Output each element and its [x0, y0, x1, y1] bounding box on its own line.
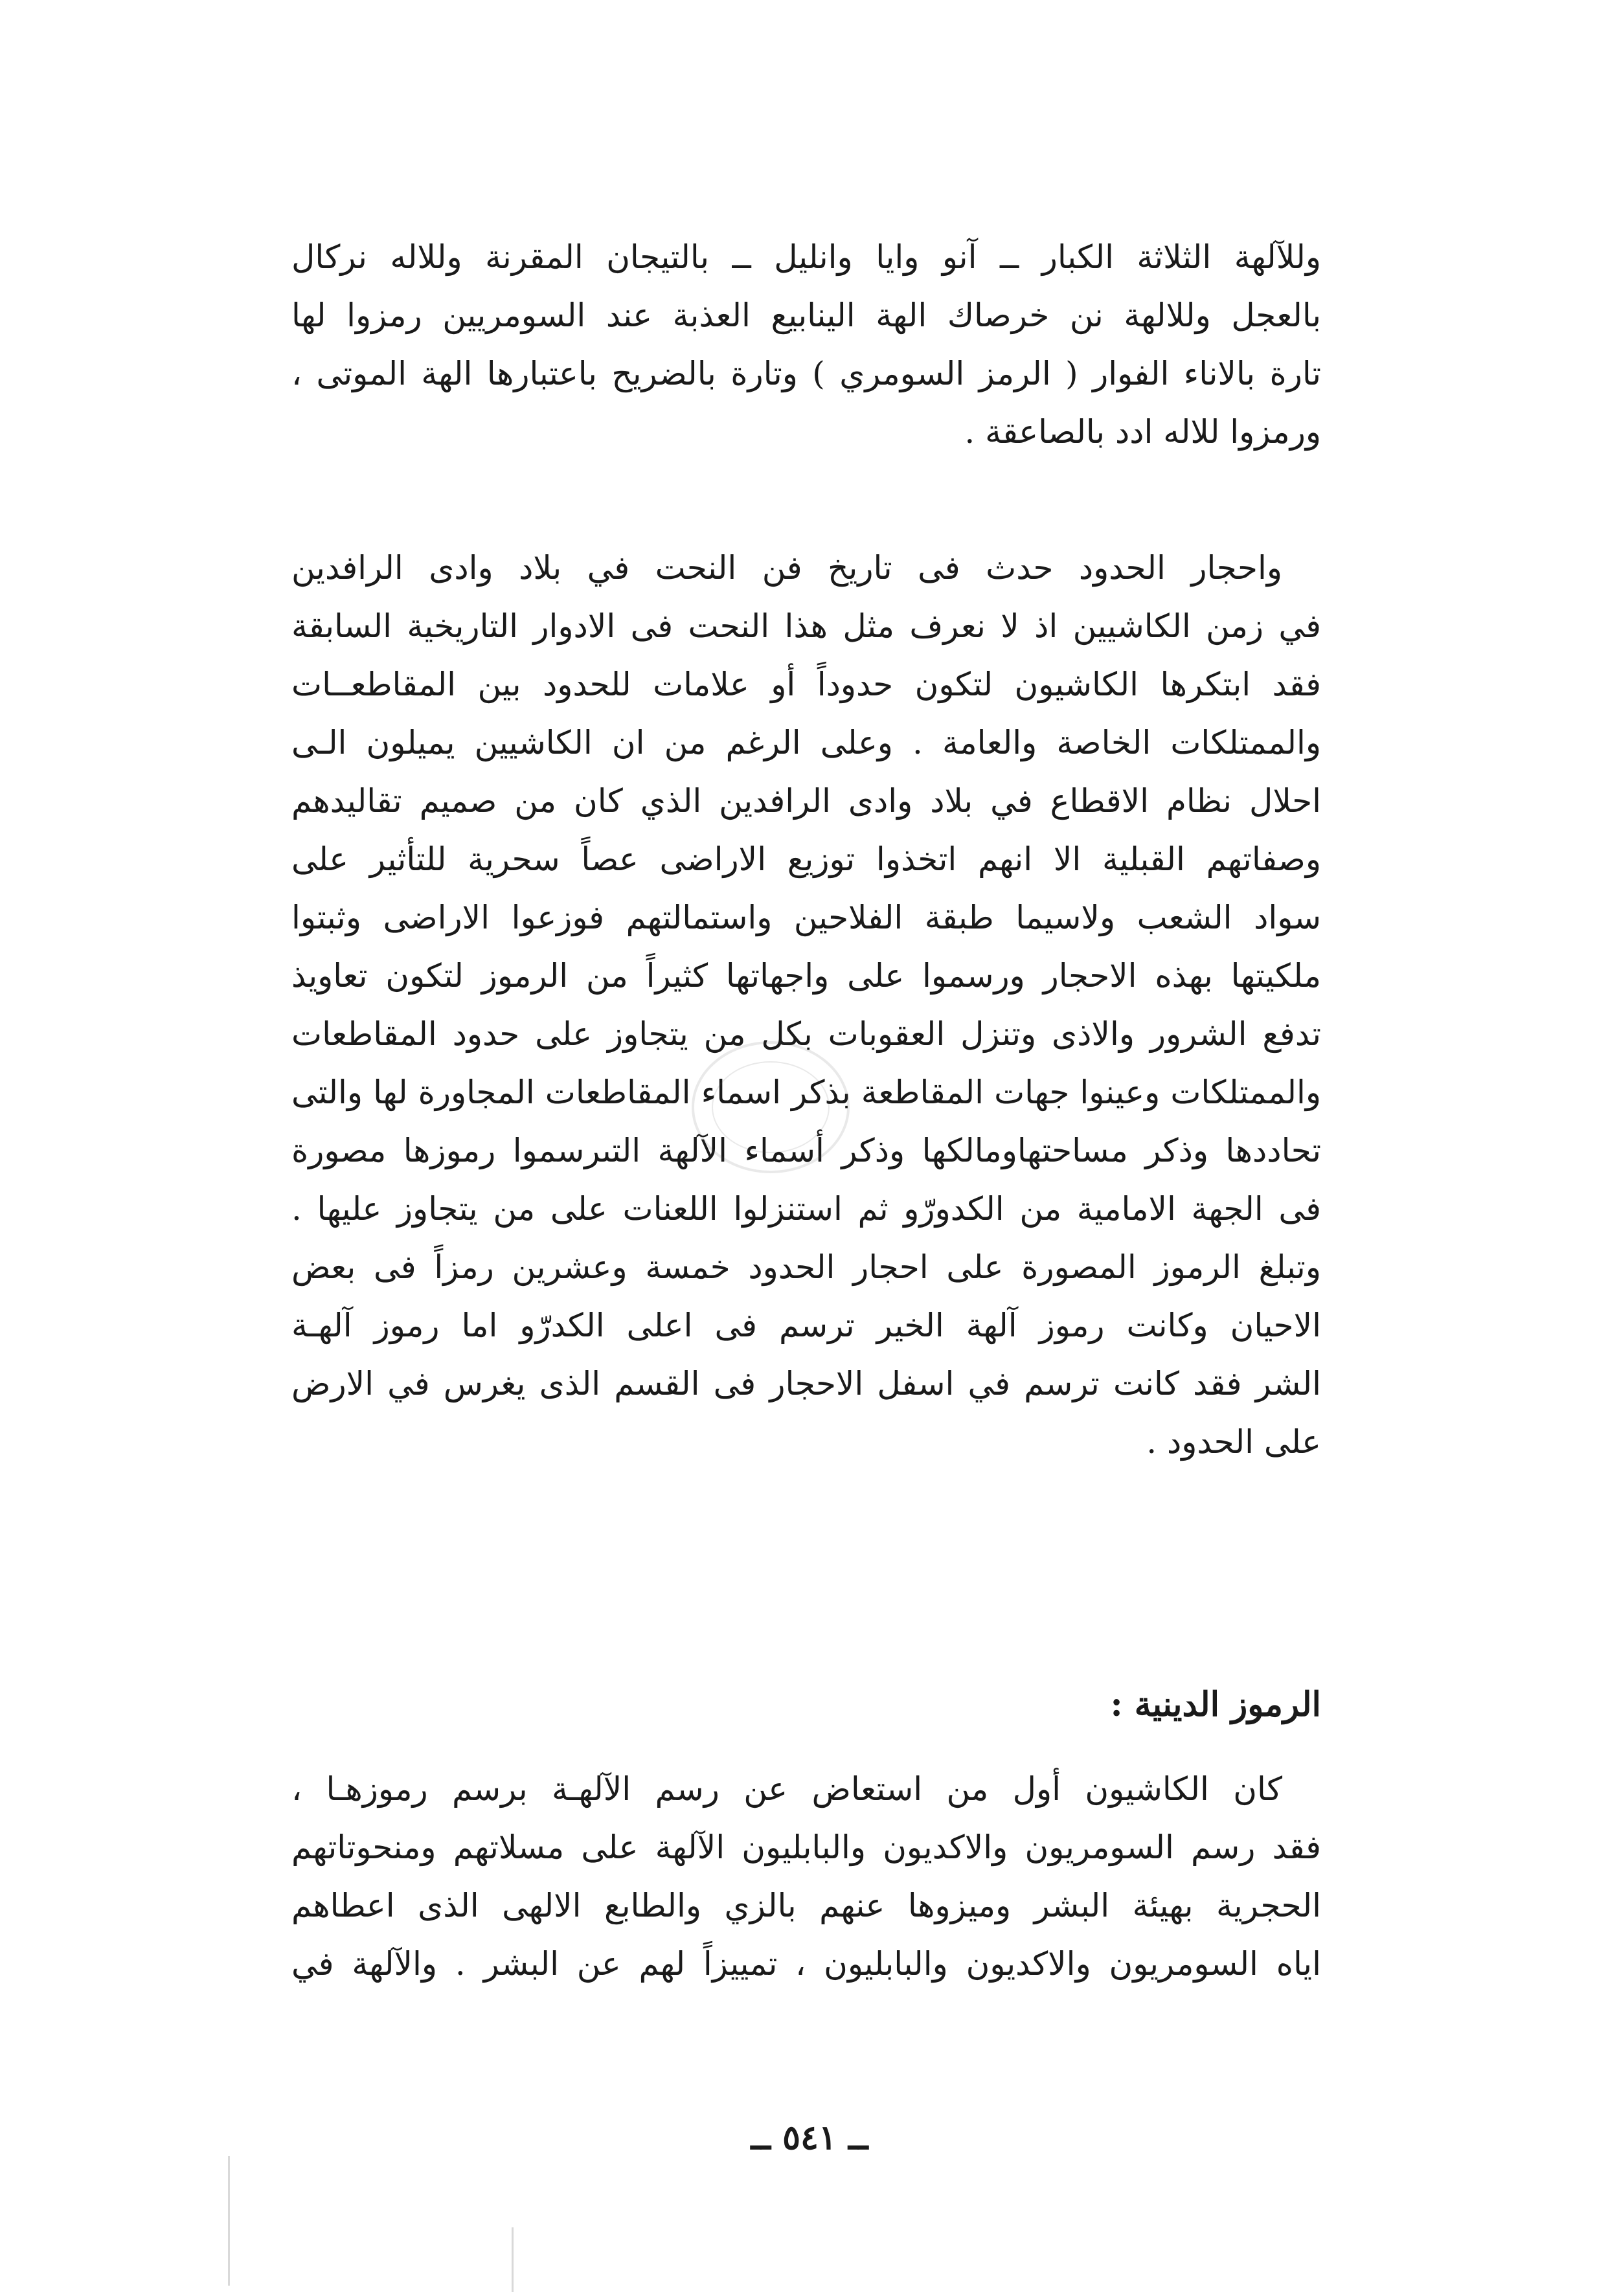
paragraph-2-line: سواد الشعب ولاسيما طبقة الفلاحين واستمالتهم فوزعوا الاراضى وثبتوا	[291, 899, 1321, 936]
section-heading: الرموز الدينية :	[1110, 1685, 1321, 1724]
faint-library-stamp	[686, 1030, 855, 1185]
paragraph-3-line: اياه السومريون والاكديون والبابليون ، تمييزاً لهم عن البشر . والآلهة في	[291, 1945, 1321, 1983]
paragraph-2-line: والممتلكات وعينوا جهات المقاطعة بذكر اسماء المقاطعات المجاورة لها والتى	[291, 1074, 1321, 1111]
paragraph-3-line: كان الكاشيون أول من استعاض عن رسم الآلهـة برسم رموزهـا ،	[291, 1770, 1282, 1808]
paragraph-2-line: الاحيان وكانت رموز آلهة الخير ترسم فى اعلى الكدرّو اما رموز آلهـة	[291, 1307, 1321, 1344]
paragraph-1-line: تارة بالاناء الفوار ( الرمز السومري ) وتارة بالضريح باعتبارها الهة الموتى ،	[291, 355, 1321, 392]
paragraph-2-line: والممتلكات الخاصة والعامة . وعلى الرغم من ان الكاشيين يميلون الـى	[291, 724, 1321, 761]
paragraph-2-line: تدفع الشرور والاذى وتنزل العقوبات بكل من يتجاوز على حدود المقاطعات	[291, 1015, 1321, 1053]
paragraph-2	[291, 539, 1321, 1471]
paragraph-3	[291, 1760, 1321, 1993]
paragraph-2-line: فى الجهة الامامية من الكدورّو ثم استنزلوا اللعنات على من يتجاوز عليها .	[291, 1190, 1321, 1228]
paragraph-1-line: ورمزوا للاله ادد بالصاعقة .	[964, 413, 1321, 451]
paragraph-2-line: ملكيتها بهذه الاحجار ورسموا على واجهاتها كثيراً من الرموز لتكون تعاويذ	[291, 957, 1321, 995]
page-number: ــ ٥٤١ ــ	[751, 2118, 868, 2157]
paragraph-2-line: الشر فقد كانت ترسم في اسفل الاحجار فى القسم الذى يغرس في الارض	[291, 1365, 1321, 1402]
paragraph-1-line: بالعجل وللالهة نن خرصاك الهة الينابيع العذبة عند السومريين رمزوا لها	[291, 297, 1321, 334]
paragraph-2-line: احلال نظام الاقطاع في بلاد وادى الرافدين الذي كان من صميم تقاليدهم	[291, 782, 1321, 820]
paragraph-2-line: واحجار الحدود حدث فى تاريخ فن النحت في بلاد وادى الرافدين	[291, 549, 1282, 587]
paragraph-2-line: تحاددها وذكر مساحتهاومالكها وذكر أسماء الآلهة التىرسموا رموزها مصورة	[291, 1132, 1321, 1169]
paragraph-2-line: في زمن الكاشيين اذ لا نعرف مثل هذا النحت فى الادوار التاريخية السابقة	[291, 607, 1321, 645]
paragraph-1	[291, 228, 1321, 461]
paragraph-3-line: الحجرية بهيئة البشر وميزوها عنهم بالزي والطابع الالهى الذى اعطاهم	[291, 1887, 1321, 1924]
scan-edge-mark	[228, 2156, 230, 2286]
paragraph-2-line: وصفاتهم القبلية الا انهم اتخذوا توزيع الاراضى عصاً سحرية للتأثير على	[291, 840, 1321, 878]
paragraph-2-line: فقد ابتكرها الكاشيون لتكون حدوداً أو علامات للحدود بين المقاطعــات	[291, 666, 1321, 703]
paragraph-1-line: وللآلهة الثلاثة الكبار ــ آنو وايا وانليل ــ بالتيجان المقرنة وللاله نركال	[291, 238, 1321, 276]
scan-edge-mark	[512, 2227, 514, 2292]
paragraph-3-line: فقد رسم السومريون والاكديون والبابليون الآلهة على مسلاتهم ومنحوتاتهم	[291, 1829, 1321, 1866]
paragraph-2-line: على الحدود .	[1146, 1423, 1321, 1461]
paragraph-2-line: وتبلغ الرموز المصورة على احجار الحدود خمسة وعشرين رمزاً فى بعض	[291, 1248, 1321, 1286]
